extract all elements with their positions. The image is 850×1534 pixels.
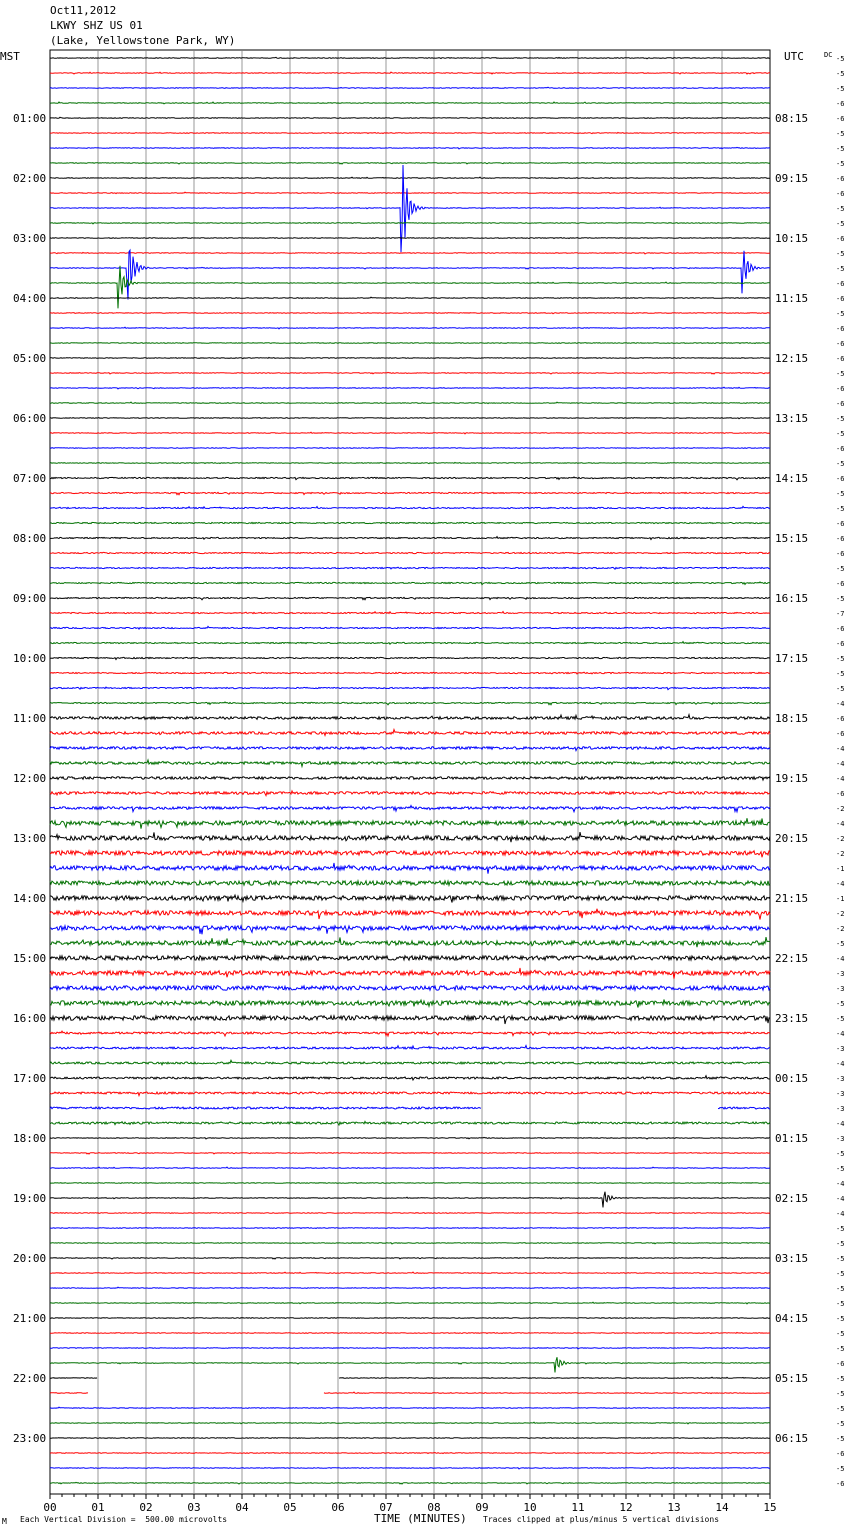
trace-row (50, 1227, 770, 1228)
plot-frame (50, 50, 770, 1494)
trace-row (50, 163, 770, 164)
trace-row (50, 266, 770, 309)
trace-row (50, 1318, 770, 1319)
dc-offset-label: -7 (836, 610, 845, 618)
trace-row (50, 357, 770, 358)
trace-row (50, 909, 770, 920)
right-hour-label: 14:15 (775, 472, 809, 485)
right-hour-label: 11:15 (775, 292, 809, 305)
left-hour-label: 04:00 (13, 292, 47, 305)
dc-offset-label: -4 (836, 1180, 845, 1188)
dc-offset-label: -5 (836, 1225, 845, 1233)
dc-offset-label: -1 (836, 865, 845, 873)
trace-row (50, 102, 770, 104)
trace-row (50, 147, 770, 149)
dc-offset-label: -6 (836, 715, 845, 723)
dc-offset-label: -5 (836, 1240, 845, 1248)
right-hour-label: 12:15 (775, 352, 809, 365)
dc-offset-label: -4 (836, 1195, 845, 1203)
trace-row (50, 776, 770, 780)
trace-row (50, 968, 770, 979)
x-tick-label: 04 (235, 1501, 249, 1514)
dc-offset-label: -6 (836, 445, 845, 453)
left-hour-label: 23:00 (13, 1432, 47, 1445)
trace-row (50, 612, 770, 614)
trace-row (50, 477, 770, 480)
trace-row (50, 806, 770, 812)
trace-row (50, 1392, 770, 1394)
trace-row (50, 715, 770, 720)
trace-row (50, 730, 770, 736)
dc-offset-label: -4 (836, 880, 845, 888)
trace-row (50, 582, 770, 585)
trace-row (50, 642, 770, 645)
right-hour-label: 01:15 (775, 1132, 809, 1145)
left-hour-label: 09:00 (13, 592, 47, 605)
right-hour-label: 17:15 (775, 652, 809, 665)
scale-note: Each Vertical Division = 500.00 microvolts (20, 1515, 228, 1524)
trace-row (50, 672, 770, 674)
trace-row (50, 818, 770, 829)
dc-offset-label: -3 (836, 970, 845, 978)
left-timezone-label: MST (0, 50, 20, 63)
dc-offset-label: -5 (836, 1015, 845, 1023)
dc-offset-label: -6 (836, 385, 845, 393)
trace-row (50, 926, 770, 935)
trace-row (50, 863, 770, 874)
left-hour-label: 07:00 (13, 472, 47, 485)
dc-offset-label: -2 (836, 805, 845, 813)
dc-offset-label: -6 (836, 355, 845, 363)
dc-offset-label: -5 (836, 1345, 845, 1353)
left-hour-label: 06:00 (13, 412, 47, 425)
trace-row (50, 687, 770, 690)
dc-offset-label: -5 (836, 565, 845, 573)
dc-offset-label: -4 (836, 1210, 845, 1218)
dc-offset-label: -5 (836, 490, 845, 498)
trace-row (50, 132, 770, 133)
right-timezone-label: UTC (784, 50, 804, 63)
trace-row (50, 1377, 770, 1378)
dc-offset-label: -4 (836, 700, 845, 708)
right-hour-label: 09:15 (775, 172, 809, 185)
dc-offset-label: -6 (836, 325, 845, 333)
dc-offset-label: -3 (836, 985, 845, 993)
trace-row (50, 747, 770, 751)
trace-row (50, 1422, 770, 1424)
header-station: LKWY SHZ US 01 (50, 19, 143, 32)
trace-row (50, 223, 770, 224)
dc-offset-label: -6 (836, 625, 845, 633)
dc-offset-label: -2 (836, 835, 845, 843)
dc-offset-label: -6 (836, 115, 845, 123)
trace-row (50, 492, 770, 494)
trace-row (50, 1332, 770, 1333)
clip-note: Traces clipped at plus/minus 5 vertical divisions (483, 1515, 720, 1524)
x-tick-label: 02 (139, 1501, 153, 1514)
dc-offset-label: -6 (836, 790, 845, 798)
trace-row (50, 537, 770, 540)
trace-row (50, 252, 770, 254)
dc-offset-label: -5 (836, 685, 845, 693)
header-date: Oct11,2012 (50, 4, 117, 17)
trace-row (50, 57, 770, 59)
dc-offset-label: -4 (836, 760, 845, 768)
trace-row (50, 832, 770, 842)
x-tick-label: 12 (619, 1501, 633, 1514)
trace-row (50, 1468, 770, 1469)
dc-offset-label: -6 (836, 640, 845, 648)
dc-offset-label: -3 (836, 1105, 845, 1113)
dc-offset-label: -5 (836, 595, 845, 603)
left-hour-label: 12:00 (13, 772, 47, 785)
right-hour-label: 02:15 (775, 1192, 809, 1205)
trace-row (50, 1121, 770, 1125)
trace-row (50, 986, 770, 990)
left-hour-label: 17:00 (13, 1072, 47, 1085)
trace-row (50, 937, 770, 947)
x-tick-label: 08 (427, 1501, 441, 1514)
trace-row (50, 1000, 770, 1008)
x-tick-label: 00 (43, 1501, 57, 1514)
left-hour-label: 08:00 (13, 532, 47, 545)
dc-offset-label: -5 (836, 310, 845, 318)
dc-offset-label: -5 (836, 370, 845, 378)
trace-row (50, 1107, 770, 1109)
trace-row (50, 956, 770, 960)
dc-offset-label: -5 (836, 1330, 845, 1338)
trace-row (50, 1016, 770, 1024)
dc-offset-label: -5 (836, 85, 845, 93)
trace-row (50, 117, 770, 118)
left-hour-label: 10:00 (13, 652, 47, 665)
dc-offset-label: -5 (836, 415, 845, 423)
left-hour-label: 18:00 (13, 1132, 47, 1145)
right-hour-label: 23:15 (775, 1012, 809, 1025)
x-tick-label: 11 (571, 1501, 585, 1514)
dc-offset-label: -3 (836, 1090, 845, 1098)
trace-row (50, 552, 770, 553)
dc-offset-label: -6 (836, 100, 845, 108)
trace-row (50, 597, 770, 599)
x-axis-label: TIME (MINUTES) (374, 1512, 467, 1525)
trace-row (50, 250, 770, 299)
x-tick-label: 09 (475, 1501, 489, 1514)
trace-row (50, 1137, 770, 1139)
traces (50, 57, 770, 1484)
x-tick-label: 10 (523, 1501, 537, 1514)
dc-offset-label: -5 (836, 505, 845, 513)
trace-row (50, 448, 770, 449)
dc-offset-label: -3 (836, 1045, 845, 1053)
dc-offset-label: -1 (836, 895, 845, 903)
dc-offset-label: -5 (836, 205, 845, 213)
dc-offset-label: -5 (836, 265, 845, 273)
trace-row (50, 851, 770, 858)
dc-offset-label: -3 (836, 1075, 845, 1083)
dc-offset-label: -6 (836, 400, 845, 408)
trace-row (50, 387, 770, 389)
trace-row (50, 1153, 770, 1155)
dc-offset-label: -4 (836, 1060, 845, 1068)
trace-row (50, 313, 770, 314)
trace-row (50, 522, 770, 523)
x-tick-label: 13 (667, 1501, 681, 1514)
trace-row (50, 343, 770, 344)
dc-offset-label: -4 (836, 820, 845, 828)
labels (13, 51, 844, 1514)
trace-row (50, 567, 770, 569)
dc-offset-label: -5 (836, 1285, 845, 1293)
trace-row (50, 87, 770, 88)
right-hour-label: 20:15 (775, 832, 809, 845)
dc-offset-label: -5 (836, 670, 845, 678)
dc-offset-label: -5 (836, 1255, 845, 1263)
corner-mark: M (2, 1517, 7, 1526)
dc-offset-label: -6 (836, 235, 845, 243)
right-hour-label: 08:15 (775, 112, 809, 125)
trace-row (50, 1452, 770, 1453)
dc-offset-label: -5 (836, 460, 845, 468)
trace-row (50, 791, 770, 796)
trace-row (50, 1167, 770, 1169)
trace-row (50, 1287, 770, 1288)
left-hour-label: 20:00 (13, 1252, 47, 1265)
trace-row (50, 177, 770, 178)
trace-row (50, 402, 770, 404)
dc-offset-label: -6 (836, 1450, 845, 1458)
left-hour-label: 13:00 (13, 832, 47, 845)
dc-offset-label: -4 (836, 745, 845, 753)
left-hour-label: 19:00 (13, 1192, 47, 1205)
dc-offset-label: -5 (836, 940, 845, 948)
dc-offset-label: -3 (836, 1135, 845, 1143)
trace-row (50, 1192, 770, 1208)
dc-offset-label: -4 (836, 1120, 845, 1128)
trace-row (50, 1046, 770, 1050)
left-hour-label: 01:00 (13, 112, 47, 125)
dc-offset-label: -5 (836, 1000, 845, 1008)
dc-offset-label: -5 (836, 70, 845, 78)
dc-offset-label: -6 (836, 520, 845, 528)
dc-offset-label: -6 (836, 295, 845, 303)
trace-row (50, 760, 770, 766)
trace-row (50, 1183, 770, 1184)
grid (50, 50, 770, 1494)
left-hour-label: 03:00 (13, 232, 47, 245)
left-hour-label: 14:00 (13, 892, 47, 905)
dc-offset-label: -5 (836, 55, 845, 63)
dc-offset-label: -5 (836, 130, 845, 138)
dc-offset-label: -5 (836, 220, 845, 228)
trace-row (50, 1357, 770, 1372)
dc-offset-label: -6 (836, 580, 845, 588)
trace-row (50, 1076, 770, 1080)
right-hour-label: 03:15 (775, 1252, 809, 1265)
dc-offset-label: -4 (836, 775, 845, 783)
left-hour-label: 02:00 (13, 172, 47, 185)
trace-row (50, 432, 770, 434)
trace-row (50, 895, 770, 903)
dc-header-label: DC (824, 51, 833, 59)
x-tick-label: 07 (379, 1501, 393, 1514)
dc-offset-label: -5 (836, 1300, 845, 1308)
trace-row (50, 1031, 770, 1036)
dc-offset-label: -5 (836, 655, 845, 663)
header-location: (Lake, Yellowstone Park, WY) (50, 34, 236, 47)
left-hour-label: 11:00 (13, 712, 47, 725)
right-hour-label: 15:15 (775, 532, 809, 545)
dc-offset-label: -5 (836, 1315, 845, 1323)
dc-offset-label: -4 (836, 955, 845, 963)
x-tick-label: 15 (763, 1501, 777, 1514)
dc-offset-label: -6 (836, 1360, 845, 1368)
dc-offset-label: -6 (836, 340, 845, 348)
trace-row (50, 626, 770, 629)
trace-row (50, 372, 770, 374)
trace-row (50, 1348, 770, 1349)
dc-offset-label: -5 (836, 1150, 845, 1158)
right-hour-label: 00:15 (775, 1072, 809, 1085)
dc-offset-label: -5 (836, 160, 845, 168)
trace-row (50, 702, 770, 705)
trace-row (50, 1242, 770, 1244)
left-hour-label: 16:00 (13, 1012, 47, 1025)
dc-offset-label: -4 (836, 1030, 845, 1038)
trace-row (50, 238, 770, 239)
right-hour-label: 19:15 (775, 772, 809, 785)
x-tick-label: 03 (187, 1501, 201, 1514)
trace-row (50, 657, 770, 659)
trace-row (50, 1407, 770, 1408)
trace-row (50, 297, 770, 299)
dc-offset-label: -5 (836, 145, 845, 153)
right-hour-label: 06:15 (775, 1432, 809, 1445)
dc-offset-label: -6 (836, 535, 845, 543)
dc-offset-label: -5 (836, 1270, 845, 1278)
dc-offset-label: -5 (836, 1435, 845, 1443)
trace-row (50, 506, 770, 509)
right-hour-label: 21:15 (775, 892, 809, 905)
dc-offset-label: -2 (836, 910, 845, 918)
dc-offset-label: -6 (836, 730, 845, 738)
trace-row (50, 1060, 770, 1065)
right-hour-label: 16:15 (775, 592, 809, 605)
left-hour-label: 21:00 (13, 1312, 47, 1325)
dc-offset-label: -6 (836, 280, 845, 288)
dc-offset-label: -6 (836, 190, 845, 198)
trace-row (50, 1213, 770, 1214)
right-hour-label: 05:15 (775, 1372, 809, 1385)
dc-offset-label: -5 (836, 250, 845, 258)
left-hour-label: 05:00 (13, 352, 47, 365)
trace-row (50, 327, 770, 329)
trace-row (50, 1482, 770, 1484)
dc-offset-label: -5 (836, 1165, 845, 1173)
dc-offset-label: -6 (836, 550, 845, 558)
trace-row (50, 192, 770, 194)
left-hour-label: 15:00 (13, 952, 47, 965)
dc-offset-label: -2 (836, 925, 845, 933)
dc-offset-label: -5 (836, 1420, 845, 1428)
trace-row (50, 1092, 770, 1096)
dc-offset-label: -6 (836, 1480, 845, 1488)
x-tick-label: 06 (331, 1501, 345, 1514)
right-hour-label: 10:15 (775, 232, 809, 245)
x-tick-label: 14 (715, 1501, 729, 1514)
right-hour-label: 22:15 (775, 952, 809, 965)
dc-offset-label: -5 (836, 430, 845, 438)
trace-row (50, 418, 770, 419)
right-hour-label: 18:15 (775, 712, 809, 725)
trace-row (50, 1272, 770, 1274)
trace-row (50, 881, 770, 885)
dc-offset-label: -6 (836, 475, 845, 483)
dc-offset-label: -5 (836, 1375, 845, 1383)
trace-row (50, 1438, 770, 1439)
trace-row (50, 1258, 770, 1259)
trace-row (50, 1302, 770, 1304)
trace-row (50, 72, 770, 74)
x-tick-label: 01 (91, 1501, 105, 1514)
right-hour-label: 04:15 (775, 1312, 809, 1325)
dc-offset-label: -5 (836, 1390, 845, 1398)
dc-offset-label: -2 (836, 850, 845, 858)
dc-offset-label: -5 (836, 1465, 845, 1473)
left-hour-label: 22:00 (13, 1372, 47, 1385)
trace-row (50, 462, 770, 463)
right-hour-label: 13:15 (775, 412, 809, 425)
dc-offset-label: -6 (836, 175, 845, 183)
dc-offset-label: -5 (836, 1405, 845, 1413)
x-tick-label: 05 (283, 1501, 297, 1514)
